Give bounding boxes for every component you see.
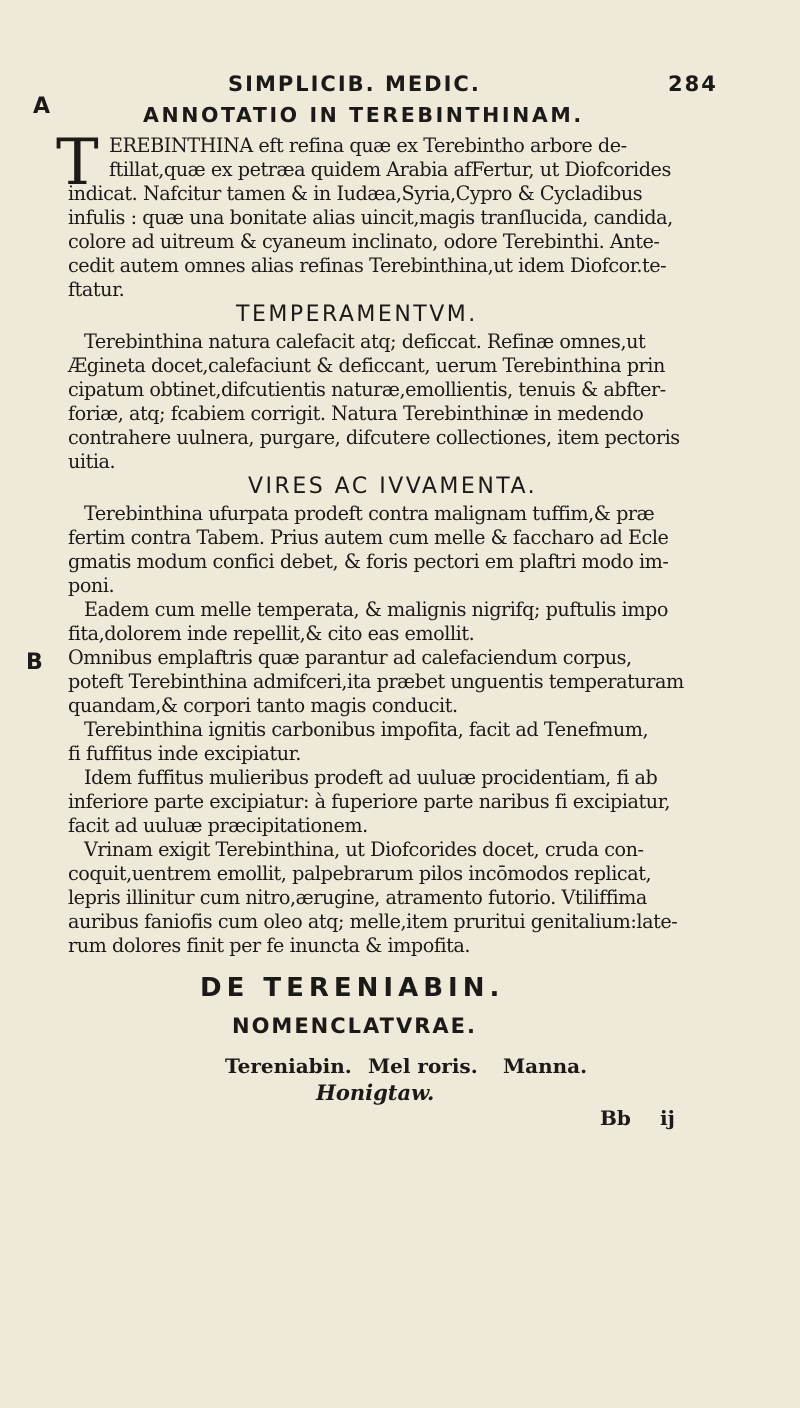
intro-line-4: infulis : quæ una bonitate alias uincit,magis tranſlucida, candida, (68, 206, 673, 229)
intro-line-3: indicat. Nafcitur tamen & in Iudæa,Syria,Cypro & Cycladibus (68, 182, 643, 205)
temper-line-1: Terebinthina natura calefacit atq; deficcat. Refinæ omnes,ut (84, 330, 646, 353)
heading-nomenclaturae: NOMENCLATVRAE. (232, 1014, 477, 1038)
vires-line-11: fi fuffitus inde excipiatur. (68, 742, 301, 765)
intro-line-2: ftillat,quæ ex petræa quidem Arabia afFertur, ut Diofcorides (109, 158, 671, 181)
intro-line-1: EREBINTHINA eft refina quæ ex Terebintho arbore de- (109, 134, 627, 157)
vires-line-8: poteft Terebinthina admifceri,ita præbet unguentis temperaturam (68, 670, 684, 693)
vires-line-1: Terebinthina ufurpata prodeft contra malignam tuffim,& præ (84, 502, 655, 525)
vires-line-17: lepris illinitur cum nitro,ærugine, atramento futorio. Vtiliffima (68, 886, 647, 909)
heading-vires: VIRES AC IVVAMENTA. (248, 474, 538, 499)
running-header (228, 72, 718, 96)
temper-line-4: foriæ, atq; fcabiem corrigit. Natura Terebinthinæ in medendo (68, 402, 644, 425)
vires-line-15: Vrinam exigit Terebinthina, ut Diofcorides docet, cruda con- (84, 838, 644, 861)
margin-marker-b: B (26, 650, 43, 675)
temper-line-3: cipatum obtinet,difcutientis naturæ,emollientis, tenuis & abfter- (68, 378, 666, 401)
catchword: ij (660, 1106, 675, 1130)
vires-line-9: quandam,& corpori tanto magis conducit. (68, 694, 458, 717)
vires-line-12: Idem fuffitus mulieribus prodeft ad uuluæ procidentiam, fi ab (84, 766, 658, 789)
running-title: SIMPLICIB. MEDIC. (228, 72, 481, 96)
temper-line-2: Ægineta docet,calefaciunt & deficcant, uerum Terebinthina prin (68, 354, 665, 377)
vires-line-6: fita,dolorem inde repellit,& cito eas emollit. (68, 622, 475, 645)
temper-line-5: contrahere uulnera, purgare, difcutere collectiones, item pectoris (68, 426, 680, 449)
vires-line-5: Eadem cum melle temperata, & malignis nigrifq; puftulis impo (84, 598, 668, 621)
german-name: Honigtaw. (316, 1080, 435, 1105)
vires-line-2: fertim contra Tabem. Prius autem cum melle & faccharo ad Ecle (68, 526, 669, 549)
vires-line-14: facit ad uuluæ præcipitationem. (68, 814, 368, 837)
heading-tereniabin: DE TERENIABIN. (200, 973, 505, 1003)
name-manna: Manna. (503, 1054, 588, 1078)
intro-line-7: ftatur. (68, 278, 125, 301)
vires-line-13: inferiore parte excipiatur: à fuperiore parte naribus fi excipiatur, (68, 790, 670, 813)
margin-marker-a: A (33, 94, 51, 119)
vires-line-4: poni. (68, 574, 115, 597)
drop-cap: T (56, 126, 99, 200)
vires-line-7: Omnibus emplaftris quæ parantur ad calefaciendum corpus, (68, 646, 632, 669)
vires-line-10: Terebinthina ignitis carbonibus impofita, facit ad Tenefmum, (84, 718, 649, 741)
signature-mark: Bb (600, 1106, 631, 1130)
name-tereniabin: Tereniabin. (225, 1054, 352, 1078)
page-number: 284 (668, 72, 718, 96)
vires-line-3: gmatis modum confici debet, & foris pectori em plaftri modo im- (68, 550, 669, 573)
intro-line-5: colore ad uitreum & cyaneum inclinato, odore Terebinthi. Ante- (68, 230, 660, 253)
name-mel-roris: Mel roris. (368, 1054, 478, 1078)
temper-line-6: uitia. (68, 450, 116, 473)
vires-line-16: coquit,uentrem emollit, palpebrarum pilos incōmodos replicat, (68, 862, 652, 885)
vires-line-19: rum dolores finit per fe inuncta & impofita. (68, 934, 471, 957)
annotation-title: ANNOTATIO IN TEREBINTHINAM. (143, 103, 584, 127)
vires-line-18: auribus faniofis cum oleo atq; melle,item pruritui genitalium:late- (68, 910, 678, 933)
heading-temperamentum: TEMPERAMENTVM. (236, 302, 478, 327)
intro-line-6: cedit autem omnes alias refinas Terebinthina,ut idem Diofcor.te- (68, 254, 667, 277)
